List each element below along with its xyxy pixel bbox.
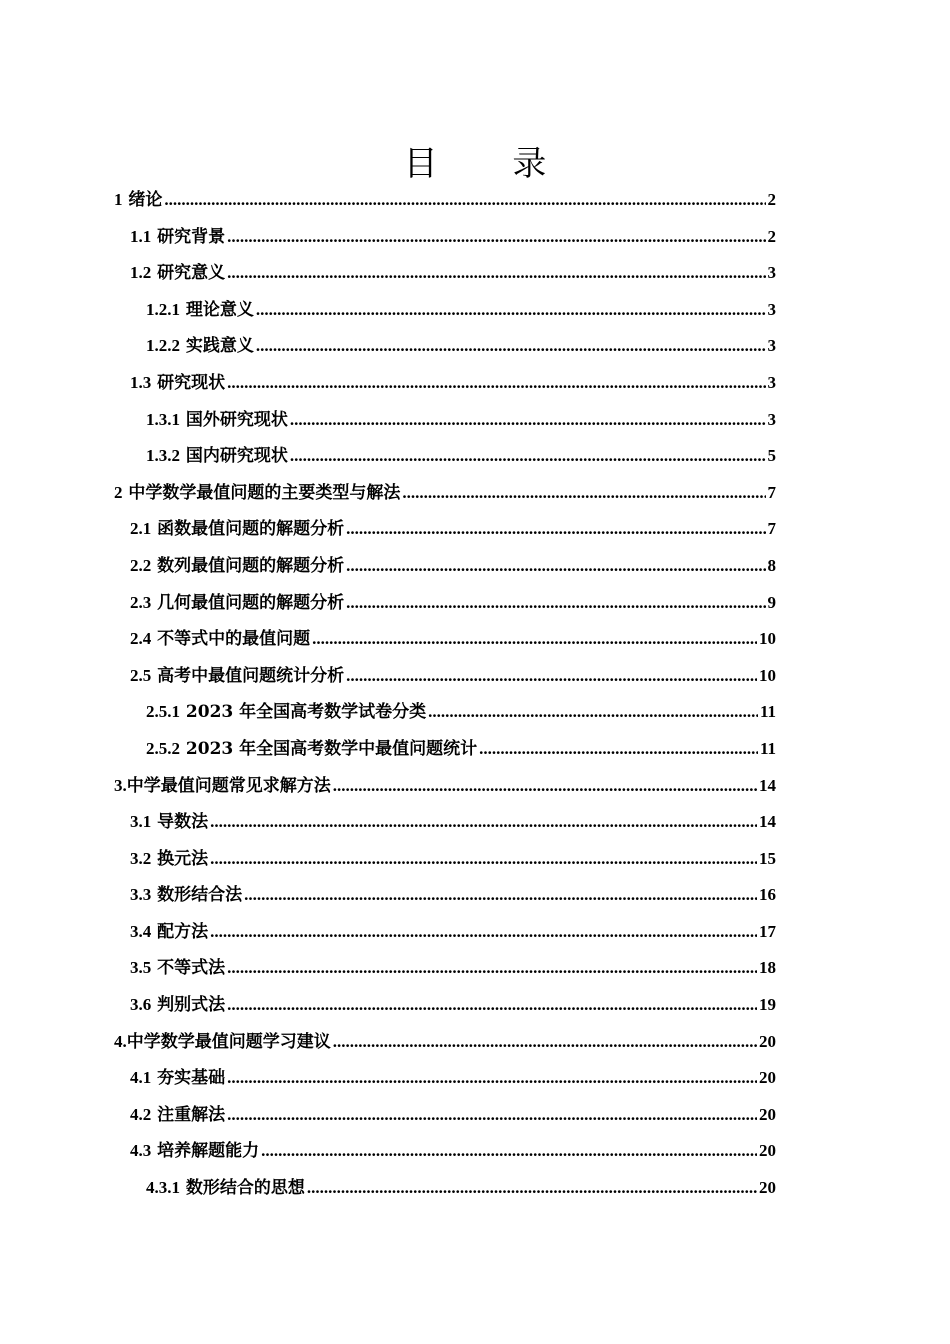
toc-page-number: 5 [767, 446, 776, 466]
toc-page-number: 20 [759, 1068, 776, 1088]
toc-entry[interactable] [114, 694, 776, 731]
toc-entry-label [114, 1024, 331, 1061]
toc-entry-number: 3.4 [130, 921, 152, 941]
toc-entry-label [146, 402, 288, 439]
toc-dot-leader [227, 1060, 757, 1097]
toc-entry[interactable] [114, 621, 776, 658]
toc-dot-leader [402, 475, 765, 512]
toc-dot-leader [210, 804, 757, 841]
toc-dot-leader [428, 694, 758, 731]
toc-dot-leader [333, 768, 757, 805]
toc-page-number: 3 [767, 336, 776, 356]
toc-page-number: 20 [759, 1178, 776, 1198]
toc-page-number: 17 [759, 921, 776, 941]
toc-entry-text: 实践意义 [185, 336, 254, 357]
toc-dot-leader [333, 1024, 757, 1061]
toc-entry-text: 夯实基础 [157, 1068, 226, 1089]
toc-page-number: 3 [767, 409, 776, 429]
toc-entry-text: 中学最值问题常见求解方法 [126, 775, 331, 796]
toc-dot-leader [307, 1170, 757, 1207]
toc-entry-number: 2.4 [130, 629, 152, 649]
toc-entry-text: 研究意义 [157, 263, 226, 284]
toc-entry[interactable] [114, 841, 776, 878]
toc-dot-leader [227, 255, 765, 292]
toc-entry-text: 数形结合法 [157, 885, 243, 906]
toc-entry-text: 高考中最值问题统计分析 [157, 665, 345, 686]
toc-dot-leader [346, 658, 757, 695]
toc-entry-label [146, 438, 288, 475]
toc-entry-text: 研究背景 [157, 226, 226, 247]
toc-entry-label [130, 1060, 225, 1097]
toc-entry-label [130, 365, 225, 402]
toc-entry-number: 3.1 [130, 812, 152, 832]
toc-entry-label [130, 585, 344, 622]
toc-page-number: 20 [759, 1141, 776, 1161]
toc-dot-leader [210, 914, 757, 951]
toc-entry-label [130, 658, 344, 695]
toc-page-number: 2 [767, 226, 776, 246]
toc-entry-label [146, 731, 477, 768]
toc-entry[interactable] [114, 1060, 776, 1097]
toc-entry[interactable] [114, 987, 776, 1024]
toc-page-number: 3 [767, 372, 776, 392]
toc-entry-label [114, 475, 400, 512]
toc-page-number: 10 [759, 629, 776, 649]
toc-entry-text: 数形结合的思想 [185, 1178, 305, 1199]
toc-dot-leader [227, 1097, 757, 1134]
toc-entry-number: 3.6 [130, 995, 152, 1015]
toc-page-number: 16 [759, 885, 776, 905]
toc-entry-text: 配方法 [157, 921, 209, 942]
toc-entry-number: 2.5.1 [146, 702, 180, 722]
toc-entry-number: 2 [114, 482, 123, 502]
toc-entry[interactable] [114, 1097, 776, 1134]
toc-dot-leader [346, 511, 765, 548]
toc-entry-number: 1.2.2 [146, 336, 180, 356]
toc-page-number: 8 [767, 555, 776, 575]
toc-entry-label [130, 841, 208, 878]
toc-entry-number: 4.3 [130, 1141, 152, 1161]
toc-dot-leader [479, 731, 758, 768]
toc-dot-leader [227, 987, 757, 1024]
toc-entry-label [146, 694, 426, 731]
toc-entry-text: 培养解题能力 [157, 1141, 260, 1162]
toc-page-number: 7 [767, 482, 776, 502]
toc-dot-leader [164, 182, 765, 219]
toc-entry-text: 理论意义 [185, 299, 254, 320]
toc-entry[interactable] [114, 548, 776, 585]
toc-entry-label [130, 255, 225, 292]
toc-page-number: 15 [759, 848, 776, 868]
toc-page-number: 11 [759, 702, 776, 722]
toc-entry-text: 2023 年全国高考数学试卷分类 [185, 702, 427, 723]
toc-entry-label [130, 1133, 259, 1170]
toc-entry-number: 4.1 [130, 1068, 152, 1088]
toc-entry[interactable] [114, 658, 776, 695]
toc-page-number: 3 [767, 263, 776, 283]
toc-entry-label [146, 328, 254, 365]
toc-entry-text: 换元法 [157, 848, 209, 869]
toc-entry-label [130, 914, 208, 951]
toc-page-number: 7 [767, 519, 776, 539]
toc-entry-number: 4. [114, 1031, 127, 1051]
toc-page-number: 3 [767, 299, 776, 319]
toc-entry-label [130, 877, 242, 914]
toc-dot-leader [227, 219, 765, 256]
toc-entry[interactable] [114, 255, 776, 292]
toc-entry-number: 3.3 [130, 885, 152, 905]
toc-entry[interactable] [114, 950, 776, 987]
toc-entry[interactable] [114, 804, 776, 841]
toc-entry-label [130, 987, 225, 1024]
toc-dot-leader [227, 365, 765, 402]
toc-entry-number: 1.3 [130, 372, 152, 392]
toc-entry[interactable] [114, 292, 776, 329]
toc-entry[interactable] [114, 585, 776, 622]
toc-entry-number: 2.1 [130, 519, 152, 539]
toc-entry[interactable] [114, 402, 776, 439]
toc-entry-number: 3.5 [130, 958, 152, 978]
toc-entry[interactable] [114, 768, 776, 805]
toc-entry-label [146, 292, 254, 329]
toc-entry-number: 1.3.2 [146, 446, 180, 466]
toc-entry-label [114, 768, 331, 805]
toc-entry[interactable] [114, 731, 776, 768]
toc-entry-text: 中学数学最值问题的主要类型与解法 [128, 482, 401, 503]
toc-entry-text: 几何最值问题的解题分析 [157, 592, 345, 613]
page-title: 目 录 [403, 144, 579, 184]
toc-entry[interactable] [114, 1170, 776, 1207]
toc-entry-text: 注重解法 [157, 1104, 226, 1125]
toc-entry-text: 2023 年全国高考数学中最值问题统计 [185, 738, 478, 759]
toc-page-number: 20 [759, 1104, 776, 1124]
toc-page-number: 14 [759, 775, 776, 795]
toc-entry-text: 不等式中的最值问题 [157, 629, 311, 650]
toc-dot-leader [210, 841, 757, 878]
toc-page-number: 2 [767, 190, 776, 209]
toc-dot-leader [346, 585, 765, 622]
toc-entry-text: 导数法 [157, 812, 209, 833]
toc-dot-leader [256, 328, 766, 365]
toc-entry-label [130, 804, 208, 841]
toc-page-number: 10 [759, 665, 776, 685]
toc-entry-label [130, 548, 344, 585]
toc-entry-text: 国内研究现状 [185, 446, 288, 467]
toc-entry-text: 数列最值问题的解题分析 [157, 555, 345, 576]
toc-entry-number: 1.3.1 [146, 409, 180, 429]
toc-entry[interactable] [114, 914, 776, 951]
toc-entry-number: 1.1 [130, 226, 152, 246]
toc-entry[interactable] [114, 511, 776, 548]
toc-entry[interactable] [114, 877, 776, 914]
toc-entry-number: 2.5 [130, 665, 152, 685]
toc-entry-label [130, 511, 344, 548]
toc-entry-number: 2.2 [130, 555, 152, 575]
toc-dot-leader [244, 877, 757, 914]
toc-entry-number: 4.3.1 [146, 1178, 180, 1198]
toc-entry-number: 4.2 [130, 1104, 152, 1124]
toc-entry-text: 研究现状 [157, 372, 226, 393]
toc-entry-text: 函数最值问题的解题分析 [157, 519, 345, 540]
toc-entry[interactable] [114, 219, 776, 256]
toc-entry-text: 国外研究现状 [185, 409, 288, 430]
toc-dot-leader [346, 548, 765, 585]
toc-entry-number: 1.2 [130, 263, 152, 283]
toc-entry-number: 3.2 [130, 848, 152, 868]
toc-entry[interactable] [114, 475, 776, 512]
table-of-contents [114, 182, 776, 1207]
toc-page-number: 11 [759, 738, 776, 758]
toc-entry-label [130, 219, 225, 256]
toc-entry-number: 2.5.2 [146, 738, 180, 758]
toc-dot-leader [312, 621, 757, 658]
toc-entry[interactable] [114, 365, 776, 402]
toc-entry[interactable] [114, 328, 776, 365]
toc-dot-leader [227, 950, 757, 987]
toc-entry-number: 1 [114, 190, 123, 209]
toc-page-number: 9 [767, 592, 776, 612]
toc-entry-number: 3. [114, 775, 127, 795]
toc-page-number: 19 [759, 995, 776, 1015]
toc-entry-text: 中学数学最值问题学习建议 [126, 1031, 331, 1052]
toc-entry-text: 判别式法 [157, 995, 226, 1016]
toc-entry-number: 1.2.1 [146, 299, 180, 319]
toc-entry[interactable] [114, 182, 776, 219]
toc-page-number: 18 [759, 958, 776, 978]
toc-entry-label [114, 182, 162, 219]
toc-dot-leader [256, 292, 766, 329]
toc-entry[interactable] [114, 1133, 776, 1170]
toc-dot-leader [290, 402, 766, 439]
toc-page-number: 20 [759, 1031, 776, 1051]
toc-entry-label [130, 950, 225, 987]
toc-entry-text: 不等式法 [157, 958, 226, 979]
toc-page-number: 14 [759, 812, 776, 832]
toc-entry-text: 绪论 [128, 190, 163, 210]
toc-entry-number: 2.3 [130, 592, 152, 612]
toc-entry[interactable] [114, 438, 776, 475]
toc-entry[interactable] [114, 1024, 776, 1061]
toc-dot-leader [290, 438, 766, 475]
toc-entry-label [130, 621, 310, 658]
toc-dot-leader [261, 1133, 757, 1170]
toc-entry-label [146, 1170, 305, 1207]
toc-entry-label [130, 1097, 225, 1134]
